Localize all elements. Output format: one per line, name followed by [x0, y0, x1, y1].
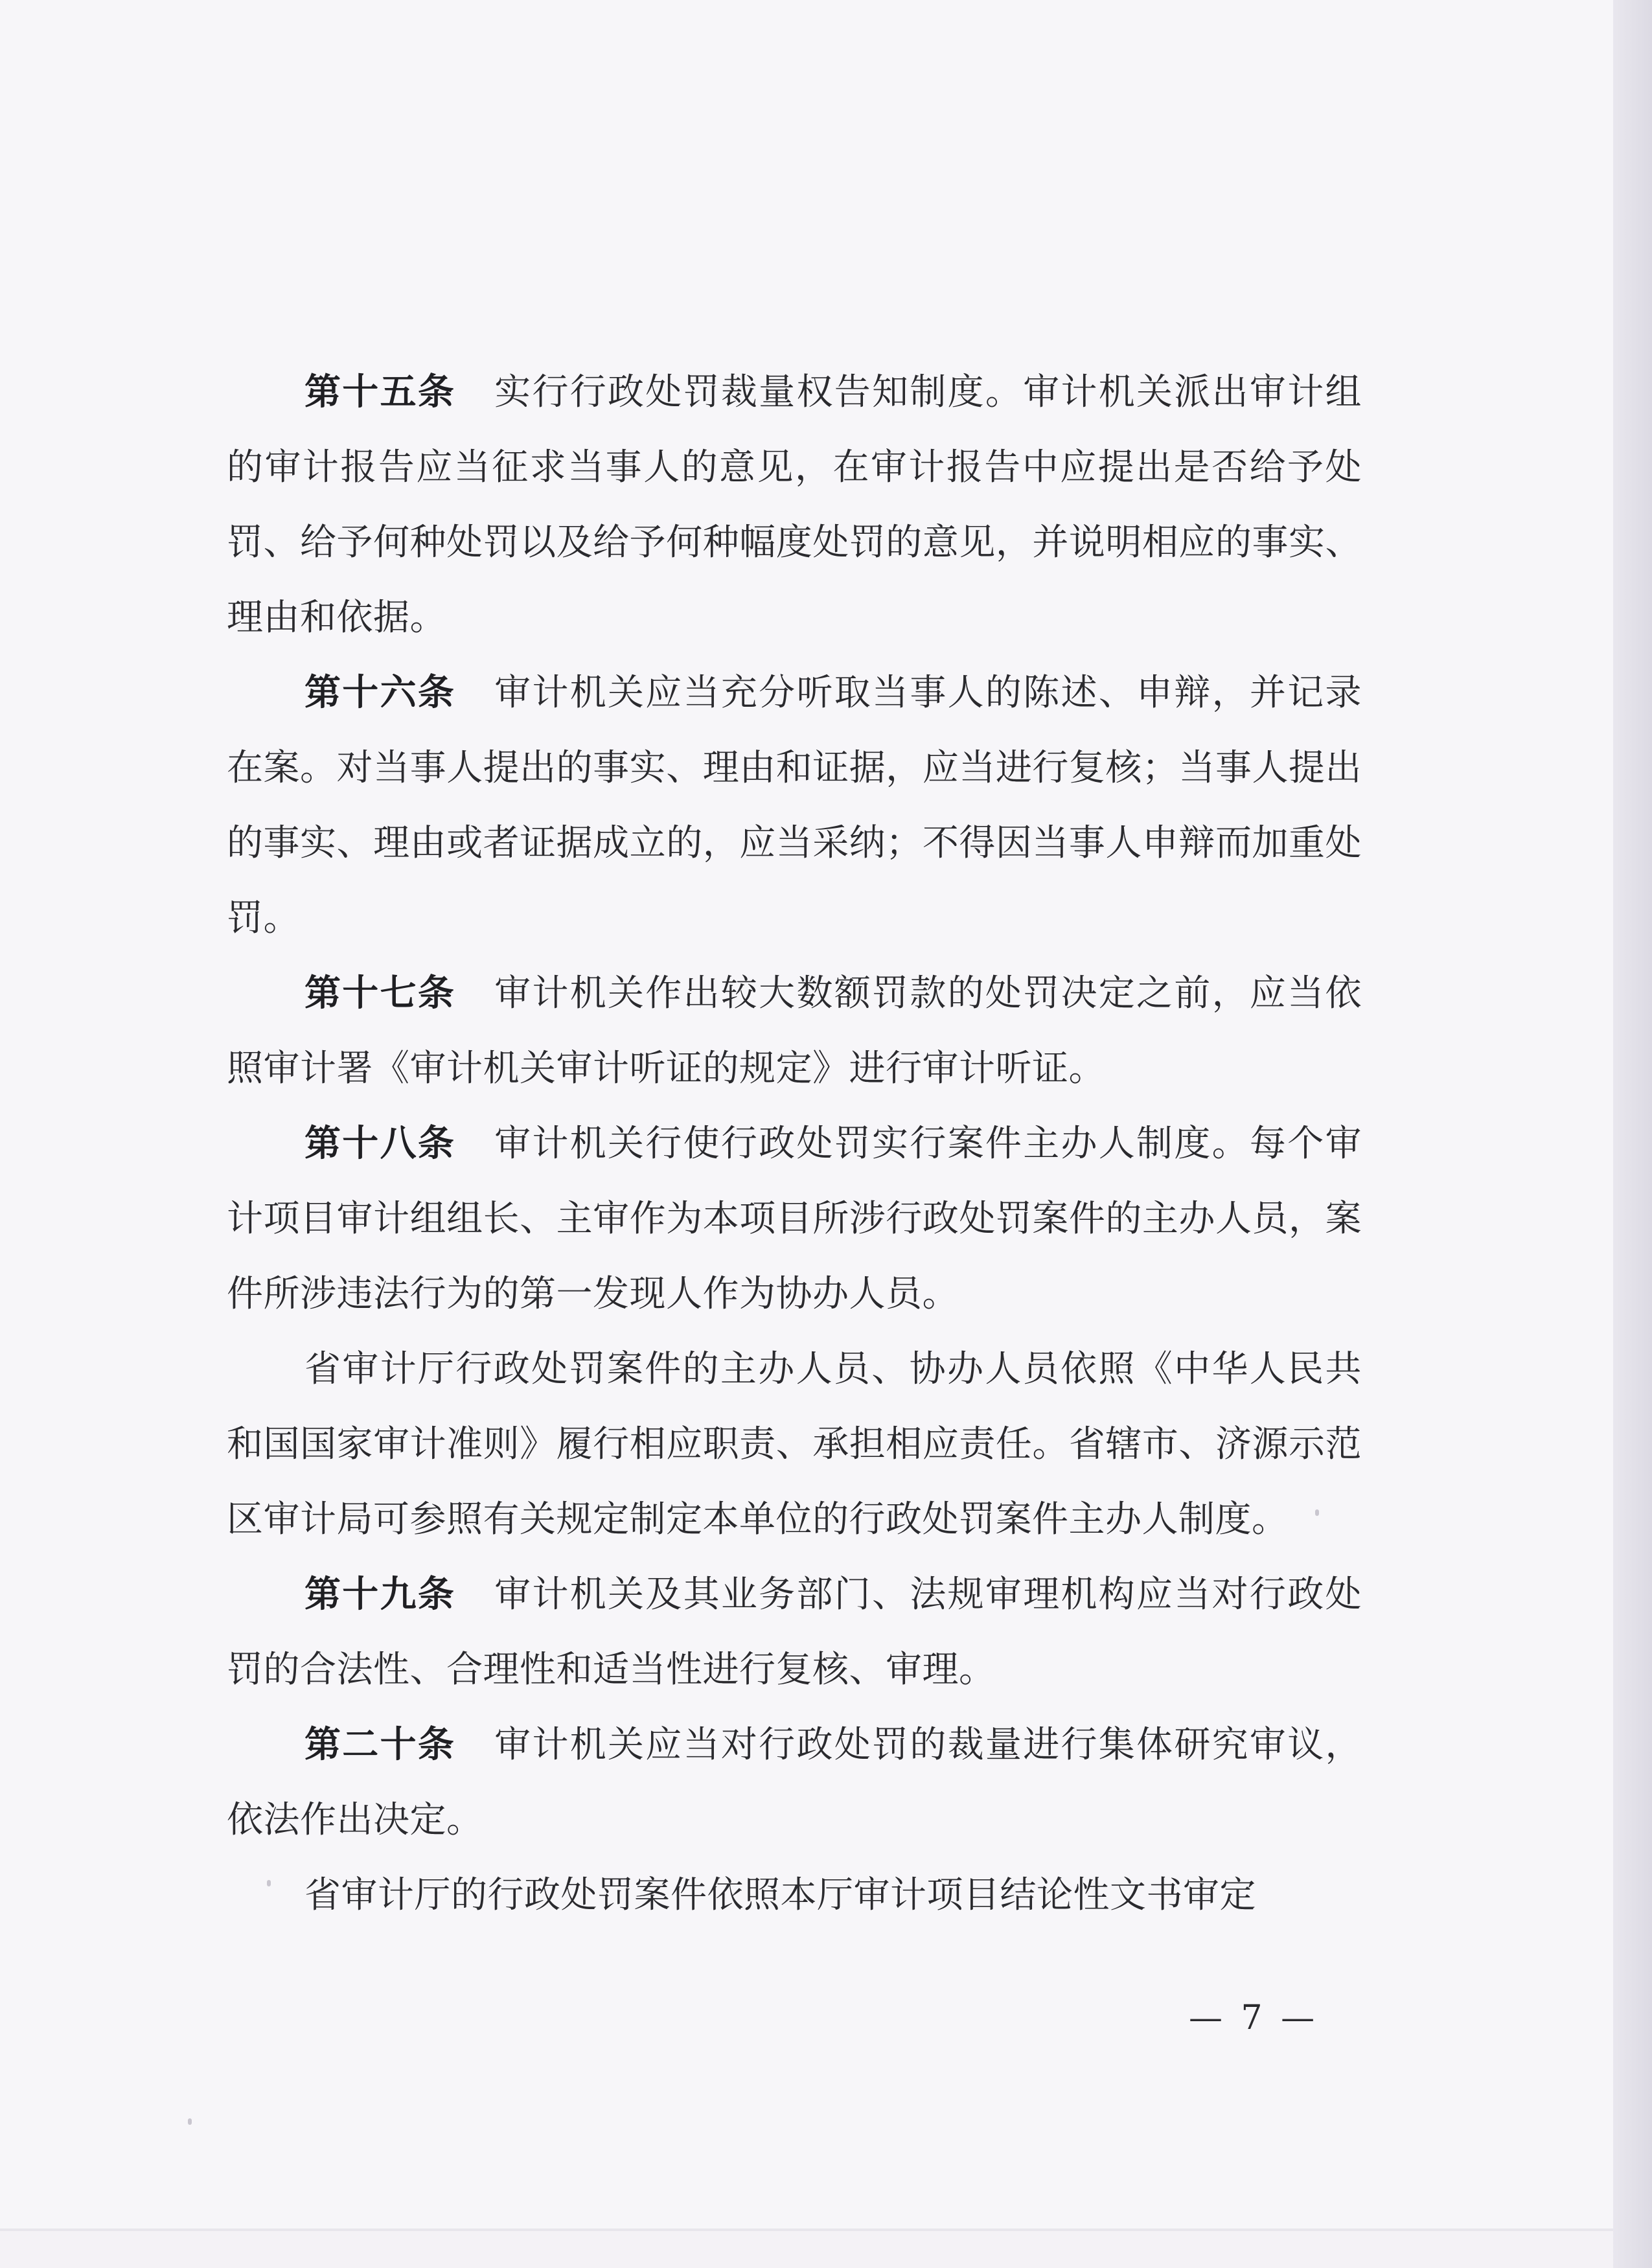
paragraph-article-17 — [227, 956, 1362, 1106]
paragraph-text: 审计机关行使行政处罚实行案件主办人制度。每个审计项目审计组组长、主审作为本项目所涉行政处罚案件的主办人员，案件所涉违法行为的第一发现人作为协办人员。 — [227, 1123, 1362, 1315]
article-heading: 第十五条 — [304, 371, 456, 413]
paragraph-article-20 — [227, 1708, 1362, 1858]
paragraph-text: 实行行政处罚裁量权告知制度。审计机关派出审计组的审计报告应当征求当事人的意见，在审计报告中应提出是否给予处罚、给予何种处罚以及给予何种幅度处罚的意见，并说明相应的事实、理由和依据。 — [227, 371, 1362, 639]
scan-speck — [188, 2118, 192, 2125]
paragraph-article-15 — [227, 355, 1362, 656]
scan-speck — [267, 1880, 271, 1886]
paragraph-text: 审计机关应当对行政处罚的裁量进行集体研究审议，依法作出决定。 — [227, 1724, 1362, 1841]
article-heading: 第十七条 — [304, 972, 456, 1014]
paragraph-article-20-continued — [227, 1858, 1362, 1933]
page-number: — 7 — — [1189, 1999, 1319, 2037]
paragraph-text: 省审计厅的行政处罚案件依照本厅审计项目结论性文书审定 — [304, 1874, 1256, 1916]
paragraph-article-18 — [227, 1106, 1362, 1332]
paragraph-text: 审计机关应当充分听取当事人的陈述、申辩，并记录在案。对当事人提出的事实、理由和证据，应当进行复核；当事人提出的事实、理由或者证据成立的，应当采纳；不得因当事人申辩而加重处罚。 — [227, 672, 1362, 939]
document-body — [227, 355, 1362, 1933]
paragraph-text: 省审计厅行政处罚案件的主办人员、协办人员依照《中华人民共和国国家审计准则》履行相应职责、承担相应责任。省辖市、济源示范区审计局可参照有关规定制定本单位的行政处罚案件主办人制度。 — [227, 1348, 1362, 1541]
paragraph-text: 审计机关及其业务部门、法规审理机构应当对行政处罚的合法性、合理性和适当性进行复核、审理。 — [227, 1574, 1362, 1691]
article-heading: 第十九条 — [304, 1574, 456, 1616]
article-heading: 第十八条 — [304, 1123, 456, 1165]
scan-edge-shadow — [1613, 0, 1652, 2268]
paragraph-article-16 — [227, 656, 1362, 956]
paragraph-text: 审计机关作出较大数额罚款的处罚决定之前，应当依照审计署《审计机关审计听证的规定》进行审计听证。 — [227, 972, 1362, 1090]
paragraph-article-19 — [227, 1557, 1362, 1708]
scan-speck — [1315, 1509, 1319, 1516]
article-heading: 第十六条 — [304, 672, 456, 714]
article-heading: 第二十条 — [304, 1724, 456, 1766]
paragraph-article-18-continued — [227, 1332, 1362, 1557]
